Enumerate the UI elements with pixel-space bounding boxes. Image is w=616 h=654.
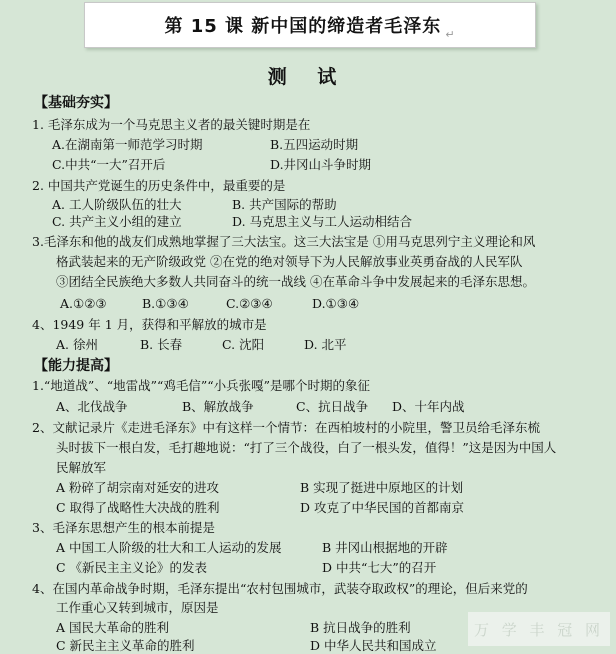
p4-option-d: D 中华人民共和国成立 [310,638,437,653]
q2-option-b: B. 共产国际的帮助 [232,197,337,212]
q1-option-c: C.中共“一大”召开后 [52,157,166,172]
p2-option-c: C 取得了战略性大决战的胜利 [56,500,220,515]
q3-option-d: D.①③④ [312,296,360,311]
q1-option-a: A.在湖南第一师范学习时期 [52,137,203,152]
q4-option-d: D. 北平 [304,337,347,352]
p2-line-3: 民解放军 [56,460,107,475]
q3-option-c: C.②③④ [226,296,273,311]
section-basic: 【基础夯实】 [34,95,118,111]
lesson-title: 第 15 课 新中国的缔造者毛泽东 [164,16,442,37]
p2-option-d: D 攻克了中华民国的首都南京 [300,500,464,515]
lesson-title-box [84,2,536,48]
p1-option-c: C、抗日战争 [296,399,369,414]
q4-option-a: A. 徐州 [56,337,98,352]
watermark: 万 学 丰 冠 网 [468,612,610,646]
p2-line-2: 头时拔下一根白发，毛打趣地说：“打了三个战役，白了一根头发，值得！”这是因为中国人 [56,440,557,455]
q3-line-1: 3.毛泽东和他的战友们成熟地掌握了三大法宝。这三大法宝是 ①用马克思列宁主义理论和风 [32,234,536,249]
section-advanced: 【能力提高】 [34,358,118,374]
q2-option-d: D. 马克思主义与工人运动相结合 [232,214,413,229]
q1-option-d: D.井冈山斗争时期 [270,157,372,172]
p3-option-b: B 井冈山根据地的开辟 [322,540,448,555]
p4-line-1: 4、在国内革命战争时期，毛泽东提出“农村包围城市，武装夺取政权”的理论，但后来党的 [32,581,528,596]
q1-stem: 1. 毛泽东成为一个马克思主义者的最关键时期是在 [32,117,311,132]
q2-stem: 2. 中国共产党诞生的历史条件中，最重要的是 [32,178,286,193]
p3-option-d: D 中共“七大”的召开 [322,560,437,575]
p4-option-c: C 新民主主义革命的胜利 [56,638,195,653]
q4-option-b: B. 长春 [140,337,183,352]
p2-option-b: B 实现了挺进中原地区的计划 [300,480,464,495]
p1-option-b: B、解放战争 [182,399,254,414]
p3-option-c: C 《新民主主义论》的发表 [56,560,208,575]
q4-stem: 4、1949 年 1 月，获得和平解放的城市是 [32,317,267,332]
q3-line-2: 格武装起来的无产阶级政党 ②在党的绝对领导下为人民解放事业英勇奋战的人民军队 [56,254,523,269]
p3-stem: 3、毛泽东思想产生的根本前提是 [32,520,215,535]
p4-option-b: B 抗日战争的胜利 [310,620,411,635]
p4-line-2: 工作重心又转到城市，原因是 [56,600,219,615]
paragraph-mark-icon: ↵ [445,28,456,41]
q3-option-a: A.①②③ [60,296,107,311]
p4-option-a: A 国民大革命的胜利 [56,620,170,635]
p1-option-d: D、十年内战 [392,399,465,414]
q4-option-c: C. 沈阳 [222,337,265,352]
p2-option-a: A 粉碎了胡宗南对延安的进攻 [56,480,220,495]
q2-option-a: A. 工人阶级队伍的壮大 [52,197,182,212]
p1-option-a: A、北伐战争 [56,399,128,414]
q3-option-b: B.①③④ [142,296,189,311]
q1-option-b: B.五四运动时期 [270,137,359,152]
p3-option-a: A 中国工人阶级的壮大和工人运动的发展 [56,540,282,555]
p2-line-1: 2、文献记录片《走进毛泽东》中有这样一个情节：在西柏坡村的小院里，警卫员给毛泽东梳 [32,420,540,435]
q3-line-3: ③团结全民族绝大多数人共同奋斗的统一战线 ④在革命斗争中发展起来的毛泽东思想。 [56,274,535,289]
p1-stem: 1.“地道战”、“地雷战”“鸡毛信”“小兵张嘎”是哪个时期的象征 [32,378,371,393]
q2-option-c: C. 共产主义小组的建立 [52,214,182,229]
quiz-heading: 测 试 [267,66,349,88]
